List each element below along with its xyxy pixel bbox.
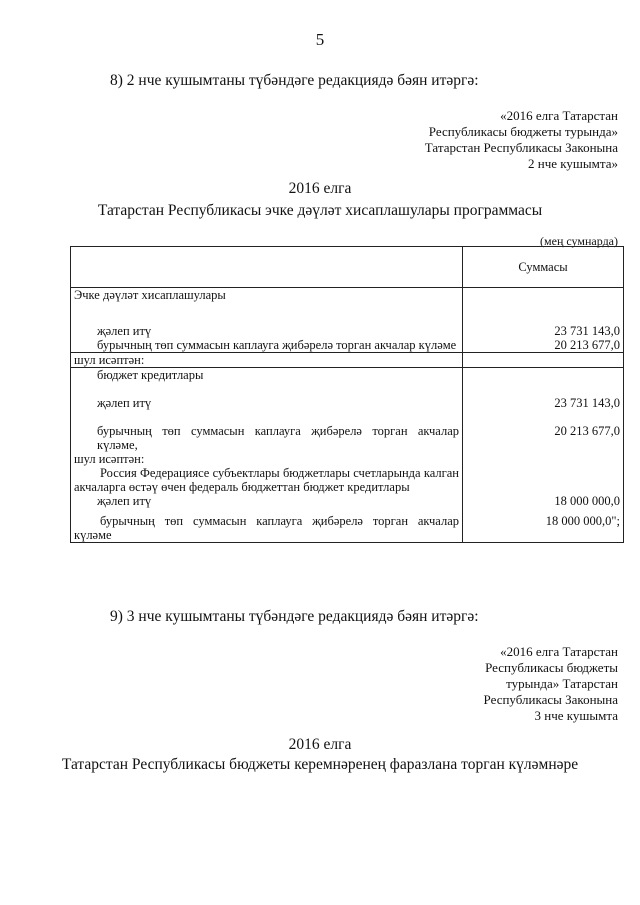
row-value	[463, 353, 624, 368]
item-9-appendix-note	[484, 644, 618, 724]
table-row	[71, 396, 624, 424]
item-8-instruction: 8) 2 нче кушымтаны түбәндәге редакциядә бәян итәргә:	[110, 72, 479, 89]
row-label: җәлеп итү	[71, 324, 463, 338]
table-row	[71, 338, 624, 353]
row-label: бурычның төп суммасын каплауга җибәрелә торган акчалар күләме	[71, 338, 463, 353]
note-line: 2 нче кушымта»	[528, 156, 618, 171]
row-label: җәлеп итү	[71, 396, 463, 424]
row-value: 20 213 677,0	[463, 338, 624, 353]
row-label: Россия Федерациясе субъектлары бюджетлары счетларында калган акчаларга өстәү өчен федераль бюджеттан бюджет кредитлары	[71, 466, 463, 494]
item-8-appendix-note	[425, 108, 618, 172]
row-value: 18 000 000,0";	[463, 514, 624, 543]
note-line: Татарстан Республикасы Законына	[424, 140, 618, 155]
table-row	[71, 452, 624, 466]
borrowing-program-table	[70, 246, 624, 543]
row-label: бурычның төп суммасын каплауга җибәрелә торган акчалар күләме	[71, 514, 463, 543]
row-value	[463, 368, 624, 397]
row-value	[463, 466, 624, 494]
item-8-title-year: 2016 елга	[288, 180, 352, 197]
item-9-title-year: 2016 елга	[288, 736, 352, 753]
row-label: бурычның төп суммасын каплауга җибәрелә торган акчалар күләме,	[71, 424, 463, 452]
row-value: 23 731 143,0	[463, 324, 624, 338]
table-row	[71, 368, 624, 397]
row-value: 23 731 143,0	[463, 396, 624, 424]
unit-label: (мең сумнарда)	[540, 234, 618, 248]
row-value	[463, 452, 624, 466]
note-line: 3 нче кушымта	[534, 708, 618, 723]
table-row	[71, 324, 624, 338]
note-line: Республикасы бюджеты	[485, 660, 618, 675]
row-value: 20 213 677,0	[463, 424, 624, 452]
table-row	[71, 494, 624, 514]
table-header-sum: Суммасы	[463, 247, 624, 288]
row-value: 18 000 000,0	[463, 494, 624, 514]
item-9-instruction: 9) 3 нче кушымтаны түбәндәге редакциядә бәян итәргә:	[110, 608, 479, 625]
note-line: турында» Татарстан	[506, 676, 618, 691]
table-row	[71, 288, 624, 325]
note-line: Республикасы Законына	[483, 692, 618, 707]
item-9-title: Татарстан Республикасы бюджеты керемнәренең фаразлана торган күләмнәре	[61, 756, 579, 773]
item-8-title: Татарстан Республикасы эчке дәүләт хисаплашулары программасы	[97, 202, 543, 219]
row-label: җәлеп итү	[71, 494, 463, 514]
table-row	[71, 353, 624, 368]
row-label: шул исәптән:	[71, 452, 463, 466]
table-row	[71, 466, 624, 494]
row-label: Эчке дәүләт хисаплашулары	[71, 288, 463, 325]
row-label: бюджет кредитлары	[71, 368, 463, 397]
table-row	[71, 514, 624, 543]
row-label: шул исәптән:	[71, 353, 463, 368]
note-line: Республикасы бюджеты турында»	[428, 124, 618, 139]
note-line: «2016 елга Татарстан	[500, 108, 618, 123]
table-row	[71, 424, 624, 452]
table-header-row	[71, 247, 624, 288]
row-value	[463, 288, 624, 325]
table-header-blank	[71, 247, 463, 288]
note-line: «2016 елга Татарстан	[500, 644, 618, 659]
page-number: 5	[315, 30, 325, 49]
